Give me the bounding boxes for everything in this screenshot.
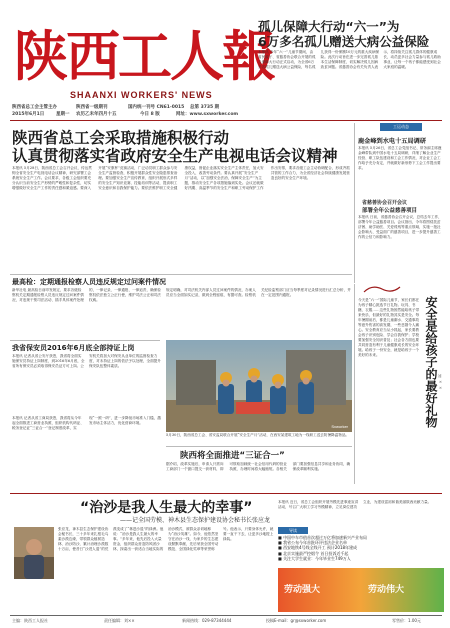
side-box-divider	[354, 123, 355, 283]
footer-right: 零售价：1.00元	[392, 618, 421, 623]
bottom-rule	[10, 493, 442, 494]
news-box-intro: 本报讯 近日，省总工会组织开展劳模先进事迹宣讲活动，号召广大职工学习劳模精神，立足岗位建功立业，为建设富裕和谐美丽陕西贡献力量。	[278, 500, 432, 509]
side-box-body: 本报讯 5月26日，省总工会党组书记、常务副主席鹿金峰带队到中国水电十五局调研，详细了解企业生产经营、职工队伍建设和工会工作情况，对企业工会工作给予充分肯定，并就做好新形势下工会工作提出要求。	[358, 146, 442, 170]
commentary-box	[358, 284, 444, 480]
lead-title-2: 认真贯彻落实省政府安全生产电视电话会议精神	[12, 147, 338, 165]
masthead-lunar: 农历乙未年四月十五	[76, 112, 117, 117]
third-title: 我省保安员2016年6月底全部持证上岗	[12, 344, 135, 352]
footer	[12, 618, 442, 626]
commentary-logo-icon	[362, 284, 402, 294]
footer-mid-1: 责任编辑：刘××	[104, 618, 135, 623]
masthead-info-right: 国内统一刊号 CN61-0015	[128, 105, 185, 110]
news-item[interactable]: ■ 我省公布今年首批环评违法企业名单	[278, 540, 348, 546]
masthead-issue: 总第 3735 期	[190, 105, 220, 110]
commentary-vertical-title: 安全是给孩子的最好礼物	[424, 296, 438, 428]
side-box-subtitle: 省慈善协会召开会议	[362, 200, 408, 206]
side-box-body-2: 本报讯 日前，省慈善协会召开会议，总结去年工作，部署今年公益慈善项目。会议指出，今年将围绕扶贫济困、助学助医、关爱孤残等重点领域，实施一批社会影响大、受益面广的慈善项目，进一步提升慈善工作的公信力和影响力。	[358, 215, 442, 239]
second-title: 最高检：定期通报检察人员违反规定过问案件情况	[12, 278, 166, 286]
top-story-body: 本报讯 今年“六一”儿童节期间，由省民政厅、省慈善协会联合开展的孤儿保障大行动正式启动，为全省6万多名孤儿赠送大病公益保险，每名孤儿获得一份保额10万元的重大疾病保险。此次行动旨在进一步完善孤儿基本生活保障制度，切实解决孤儿因病致贫问题。省慈善协会有关负责人表示，将持续关注孤儿群体的健康成长，动员更多社会力量参与孤儿救助事业，让每一个孩子都能感受到社会大家庭的温暖。	[258, 50, 441, 69]
masthead-info-mid: 陕西省一级期刊	[76, 105, 108, 110]
lead-body: 本报讯 5月28日，陕西省总工会召开会议，传达贯彻全省安全生产电视电话会议精神，研究部署工会系统安全生产工作。会议要求，各级工会组织要充分认识当前安全生产形势的严峻性和复杂性，切实增强做好安全生产工作的责任感和紧迫感。要深入开展“安康杯”竞赛活动，广泛动员职工群众参与安全生产监督检查，积极开展群众性安全隐患排查治理。要加强安全生产宣传教育，组织开展形式多样的安全生产知识竞赛、技能培训等活动，提高职工安全意识和自我保护能力。要依法维护职工安全健康权益，督促企业落实安全生产主体责任，加大安全投入，改善劳动条件。要认真开展“安全生产月”活动，以“加强安全法治，保障安全生产”为主题，推动安全生产各项措施落到实处。会议还就做好汛期、高温季节的安全生产和职工劳动保护工作作出安排，要求各级工会主动协调配合，形成齐抓共管的工作合力，为全省经济社会持续健康发展营造良好的安全生产环境。	[12, 166, 350, 190]
side-box-tag: 工运动态	[380, 123, 422, 131]
section-divider-3	[166, 446, 352, 447]
promo-label-right: 劳动伟大	[368, 585, 405, 595]
news-item[interactable]: ■ 西安地铁4号线全线开工 预计2018年建成	[278, 545, 358, 551]
portrait-image	[14, 527, 54, 579]
footer-left: 主编：陕西工人报社	[12, 618, 48, 623]
news-item[interactable]: ■ 北京实施最严控烟令 首日投诉近千起	[278, 550, 349, 556]
news-item[interactable]: ■ 中国中车市值首次超过万亿将加速新兴产业布局	[278, 535, 368, 540]
news-box-list	[278, 535, 444, 561]
side-box-subtitle-2: 部署全年公益慈善项目	[362, 208, 418, 214]
workers-photo	[166, 340, 352, 432]
photo-caption: 5月30日，陕西省总工会、省安监局联合开展“安全生产月”活动，在西安某建筑工地为一线职工送去防暑降温物品。	[166, 433, 350, 437]
news-box	[278, 500, 444, 562]
masthead-weekday: 星期一	[56, 112, 70, 117]
lead-title-1: 陕西省总工会采取措施积极行动	[12, 129, 230, 147]
masthead-pages: 今日 8 版	[140, 112, 160, 117]
masthead-divider	[10, 120, 442, 121]
masthead-title: 陕西工人報	[14, 24, 274, 88]
news-photo	[166, 340, 352, 432]
bottom-subtitle: ——记全国劳模、神木县生态保护建设协会秘书长张应龙	[120, 517, 271, 524]
masthead-latin: SHAANXI WORKERS' NEWS	[70, 90, 213, 100]
footer-mid-3: 投稿E-mail：gr@sxworker.com	[266, 618, 327, 623]
commentary-byline: 刘 × ×	[438, 374, 443, 391]
portrait-photo	[14, 527, 54, 579]
footer-mid-2: 新闻热线：029-87344444	[182, 618, 232, 623]
second-body-2: 规定明确，对司法机关内部人员过问案件的情况，办案人员应当全面如实记录，做到全程留痕、有据可查。检察机关纪检监察部门应当每季度对记录情况进行汇总分析，并在一定范围内通报。	[166, 288, 351, 297]
footer-rule	[10, 615, 442, 616]
third-body: 本报讯 记者从省公安厅获悉，我省将全面实施保安员持证上岗制度，到2016年6月底，全省所有保安员必须取得保安员证方可上岗。公安机关将加大对保安从业单位的监督检查力度，对未持证上岗的依法予以处理，全面提升保安队伍整体素质。	[12, 354, 161, 368]
section-divider-1	[10, 274, 352, 275]
news-item-text: 西安地铁4号线全线开工 预计2018年建成	[283, 545, 358, 551]
commentary-body: 今天是“六一”国际儿童节，家长们都在为孩子精心挑选节日礼物。玩具、书籍、衣服……这些礼物固然能给孩子带来快乐，但最好的礼物其实是安全。每年暑期前后，都是儿童溺水、交通事故等意外伤害的高发期，一些悲剧令人痛心。安全教育应当从小抓起，家长要教会孩子识别危险、学会自我保护；学校要加强安全知识普及；社会各方面也要共同营造有利于儿童健康成长的安全环境。给孩子一份安全，就是给孩子一个美好的未来。	[358, 298, 420, 357]
promo-label-left: 劳动强大	[284, 585, 321, 595]
news-item-text: 关注大学生就业：今年毕业生749万人	[283, 555, 351, 561]
masthead-date: 2015年6月1日	[12, 112, 45, 117]
news-box-header: 导读	[278, 527, 308, 534]
commentary-divider	[354, 284, 355, 484]
news-item-text: 我省公布今年首批环评违法企业名单	[283, 540, 348, 546]
fourth-body: 据介绍，改革实施后，申请人只需向工商部门一个窗口提交一套材料，即可领取加载统一社会信用代码的营业执照，办理时间将大幅缩短。各相关部门要加强信息共享和业务协同，确保改革顺利实施。	[166, 462, 351, 471]
second-body: 新华社电 最高检日前印发规定，要求各级检察机关定期通报检察人员违反规定过问案件情况，对违规干预司法活动、插手具体案件处理的，一律记录、一律通报、一律追责，确保检察权依法独立公正行使，维护司法公正和司法权威。	[12, 288, 161, 302]
side-box	[358, 123, 444, 273]
masthead-info-left: 陕西省总工会主管主办	[12, 105, 57, 110]
promo-banner	[278, 568, 444, 612]
bottom-title: “治沙是我人生最大的幸事”	[80, 500, 253, 516]
side-box-title: 鹿金峰到水电十五局调研	[358, 138, 427, 145]
section-divider-2	[10, 340, 160, 341]
news-item-text: 中国中车市值首次超过万亿将加速新兴产业布局	[283, 535, 368, 540]
news-item-text: 北京实施最严控烟令 首日投诉近千起	[283, 550, 349, 556]
masthead-web: 网址：www.sxworker.com	[176, 112, 239, 117]
top-story-title-2: 6万多名孤儿赠送大病公益保险	[258, 34, 430, 49]
fourth-title: 陕西将全面推进“三证合一”	[180, 451, 285, 461]
bottom-body: 张应龙，神木县生态保护建设协会秘书长，三十多年来扎根毛乌素沙漠边缘，带领群众植树造林、治沙防沙，累计治理沙漠数十万亩，使昔日“沙进人退”的荒漠变成了“林进沙退”的绿洲。他说：“治沙是我人生最大的幸事。”多年来，他先后投入大量资金，组织群众营造防风固沙林，探索出一套适合当地实际的治沙模式，被群众亲切地称为“治沙英雄”。如今，他依然坚守在治沙一线，为家乡的生态建设默默奉献，先后荣获全国劳动模范、全国绿化奖章等荣誉称号。他表示，只要身体允许，就要一直干下去，让更多沙地披上绿装。	[58, 527, 274, 551]
fourth-body-left: 本报讯 记者从省工商局获悉，我省将从今年起全面推进工商营业执照、组织机构代码证、税务登记证“三证合一”登记制度改革，实现“一照一码”，进一步降低市场准入门槛，激发市场主体活力，优化营商环境。	[12, 416, 161, 430]
news-item[interactable]: ■ 关注大学生就业：今年毕业生749万人	[278, 555, 351, 561]
photo-watermark: Sxworker	[331, 424, 348, 429]
top-story-title-1: 孤儿保障大行动“六一”为	[258, 19, 400, 34]
